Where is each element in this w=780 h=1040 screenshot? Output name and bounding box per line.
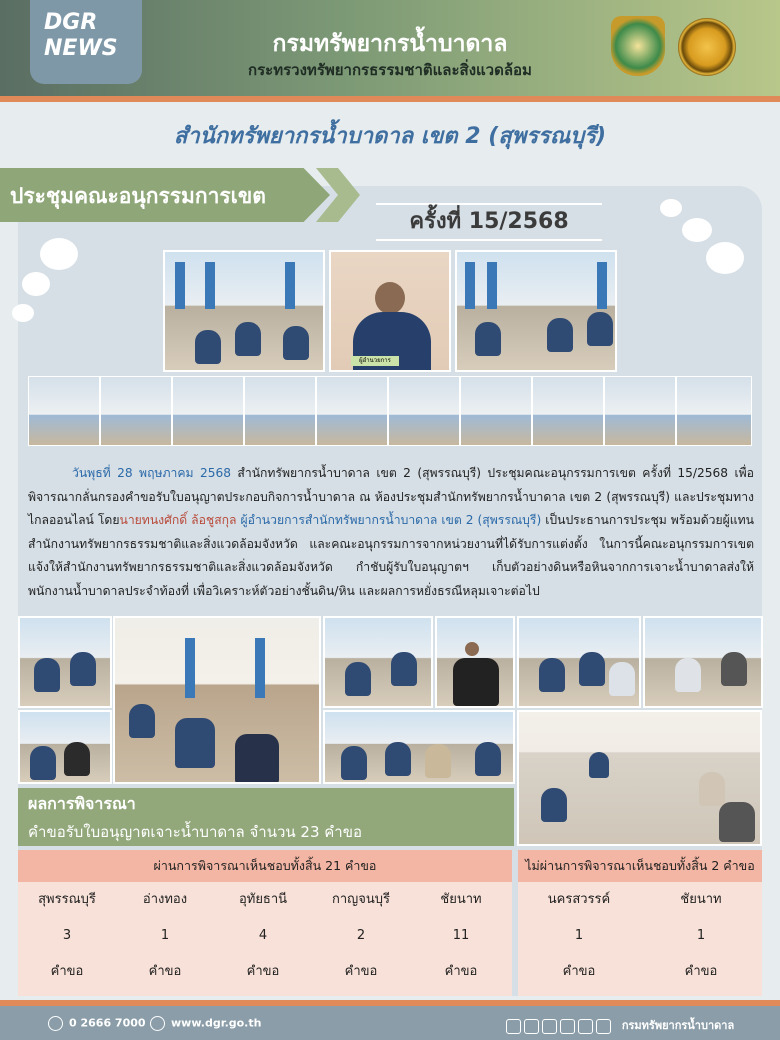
meeting-room-photo [455, 250, 617, 372]
participant-tile [532, 376, 604, 446]
province-name: สุพรรณบุรี [38, 892, 96, 907]
decor-bubble [40, 238, 78, 270]
rejected-column [640, 882, 762, 990]
province-name: กาญจนบุรี [332, 892, 390, 907]
province-name: อุทัยธานี [238, 892, 288, 907]
dgr-logo-icon [611, 16, 665, 76]
results-total: จำนวน 23 คำขอ [249, 823, 362, 841]
participant-tile [244, 376, 316, 446]
footer-bar [0, 1006, 780, 1040]
phone-number: 0 2666 7000 [69, 1016, 146, 1030]
province-name: ชัยนาท [440, 892, 482, 907]
province-name: ชัยนาท [680, 892, 722, 907]
meeting-photo [643, 616, 763, 708]
decor-bubble [22, 272, 50, 296]
meeting-photo [18, 616, 112, 708]
nameplate: ผู้อำนวยการ [351, 356, 399, 366]
request-count: 1 [160, 928, 170, 943]
ministry-name: กระทรวงทรัพยากรธรรมชาติและสิ่งแวดล้อม [248, 61, 532, 79]
paragraph-part2: เป็นประธานการประชุม พร้อมด้วยผู้แทนสำนักงานทรัพยากรธรรมชาติและสิ่งแวดล้อมจังหวัด และคณะอนุกรรมการจากหน่วยงานที่ได้รับการแต่งตั้ง ในการนี้คณะอนุกรรมการเขตแจ้งให้สำนักงานทรัพยากรธรรมชาติและสิ่งแวดล้อมจังหวัด กำชับผู้รับใบอนุญาตฯ เก็บตัวอย่างดินหรือหินจากการเจาะน้ำบาดาลส่งให้พนักงานน้ำบาดาลประจำท้องที่ เพื่อวิเคราะห์ตัวอย่างชั้นดิน/หิน และผลการหยั่งธรณีหลุมเจาะต่อไป [28, 513, 754, 598]
rejected-column [518, 882, 640, 990]
unit-label: คำขอ [246, 964, 280, 979]
footer-website[interactable] [150, 1016, 261, 1031]
approved-column [214, 882, 312, 990]
instagram-icon[interactable] [524, 1019, 539, 1034]
request-count: 2 [356, 928, 366, 943]
unit-label: คำขอ [50, 964, 84, 979]
request-count: 4 [258, 928, 268, 943]
unit-label: คำขอ [562, 964, 596, 979]
facebook-icon[interactable] [506, 1019, 521, 1034]
meeting-photo [323, 616, 433, 708]
x-icon[interactable] [578, 1019, 593, 1034]
meeting-date: วันพุธที่ 28 พฤษภาคม 2568 [72, 466, 231, 480]
participant-tile [316, 376, 388, 446]
request-count: 3 [62, 928, 72, 943]
meeting-photo [18, 710, 112, 784]
meeting-number: ครั้งที่ 15/2568 [409, 209, 569, 234]
tiktok-icon[interactable] [560, 1019, 575, 1034]
section-title: ประชุมคณะอนุกรรมการเขต [10, 184, 266, 208]
office-title: สำนักทรัพยากรน้ำบาดาล เขต 2 (สุพรรณบุรี) [173, 124, 607, 149]
approved-column [410, 882, 512, 990]
unit-label: คำขอ [444, 964, 478, 979]
decor-bubble [682, 218, 712, 242]
paragraph-part1: สำนักทรัพยากรน้ำบาดาล เขต 2 (สุพรรณบุรี) ประชุมคณะอนุกรรมการเขต ครั้งที่ 15/2568 เพื่อพิจารณากลั่นกรองคำขอรับใบอนุญาตประกอบกิจการน้ำบาดาล ณ ห้องประชุมสำนักทรัพยากรน้ำบาดาล เขต 2 (สุพรรณบุรี) และประชุมทางไกลออนไลน์ โดย [28, 466, 754, 527]
online-participants-strip [28, 376, 752, 446]
participant-tile [172, 376, 244, 446]
decor-bubble [12, 304, 34, 322]
news-paragraph [28, 462, 754, 603]
header-divider [0, 96, 780, 102]
chairman-photo [329, 250, 451, 372]
org-name: กรมทรัพยากรน้ำบาดาล [272, 31, 508, 57]
approved-column [116, 882, 214, 990]
meeting-room-photo [163, 250, 325, 372]
participant-tile [676, 376, 752, 446]
results-subtitle [28, 820, 362, 844]
website-link[interactable]: www.dgr.go.th [171, 1016, 262, 1030]
dgr-news-badge [30, 0, 142, 84]
request-count: 11 [452, 928, 470, 943]
unit-label: คำขอ [344, 964, 378, 979]
province-name: นครสวรรค์ [547, 892, 611, 907]
participant-tile [100, 376, 172, 446]
participant-tile [388, 376, 460, 446]
social-icons [506, 1016, 734, 1034]
meeting-photo [435, 616, 515, 708]
province-name: อ่างทอง [142, 892, 188, 907]
approved-column [312, 882, 410, 990]
rejected-table [518, 850, 762, 996]
ministry-seal-icon [678, 18, 736, 76]
chair-title: ผู้อำนวยการสำนักทรัพยากรน้ำบาดาล เขต 2 (สุพรรณบุรี) [236, 513, 542, 527]
youtube-icon[interactable] [542, 1019, 557, 1034]
request-count: 1 [574, 928, 584, 943]
results-subtitle-text: คำขอรับใบอนุญาตเจาะน้ำบาดาล [28, 823, 250, 841]
chair-name: นายทนงศักดิ์ ล้อชูสกุล [119, 513, 237, 527]
meeting-photo [323, 710, 515, 784]
phone-icon [48, 1016, 63, 1031]
decor-bubble [706, 242, 744, 274]
meeting-room-wide-photo [113, 616, 321, 784]
request-count: 1 [696, 928, 706, 943]
approved-table-header: ผ่านการพิจารณาเห็นชอบทั้งสิ้น 21 คำขอ [18, 850, 512, 882]
unit-label: คำขอ [148, 964, 182, 979]
globe-icon [150, 1016, 165, 1031]
footer-phone [48, 1016, 146, 1031]
participant-tile [604, 376, 676, 446]
footer-org-name: กรมทรัพยากรน้ำบาดาล [621, 1019, 735, 1032]
badge-line2: NEWS [44, 36, 118, 61]
rejected-table-header: ไม่ผ่านการพิจารณาเห็นชอบทั้งสิ้น 2 คำขอ [518, 850, 762, 882]
approved-table [18, 850, 512, 996]
meeting-room-wide-photo [517, 710, 762, 846]
approved-column [18, 882, 116, 990]
participant-tile [28, 376, 100, 446]
meeting-photo [517, 616, 641, 708]
badge-line1: DGR [44, 10, 98, 35]
line-icon[interactable] [596, 1019, 611, 1034]
unit-label: คำขอ [684, 964, 718, 979]
participant-tile [460, 376, 532, 446]
decor-bubble [660, 199, 682, 217]
results-title: ผลการพิจารณา [28, 794, 136, 813]
